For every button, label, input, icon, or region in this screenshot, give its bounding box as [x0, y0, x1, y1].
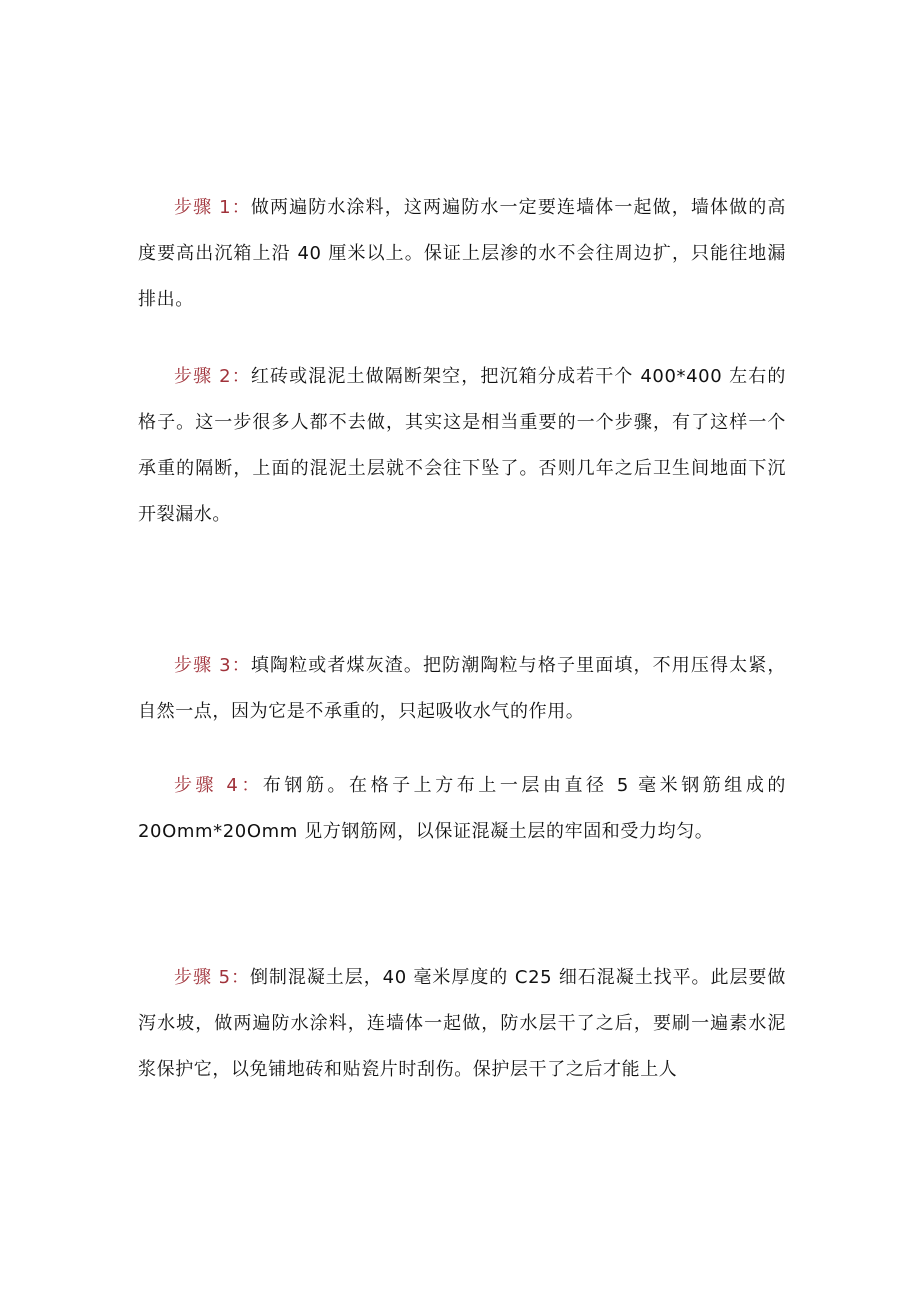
step-4-label: 步骤 4： — [174, 775, 263, 796]
step-2-text: 红砖或混泥土做隔断架空，把沉箱分成若干个 400*400 左右的格子。这一步很多人都不去做，其实这是相当重要的一个步骤，有了这样一个承重的隔断，上面的混泥土层就不会往下坠了。否则几年之后卫生间地面下沉开裂漏水。 — [138, 366, 786, 525]
step-4-paragraph — [138, 763, 786, 855]
step-1-label: 步骤 1： — [174, 197, 251, 218]
step-3-paragraph — [138, 643, 786, 735]
step-3-label: 步骤 3： — [174, 655, 251, 676]
step-1-text: 做两遍防水涂料，这两遍防水一定要连墙体一起做，墙体做的高度要高出沉箱上沿 40 厘米以上。保证上层渗的水不会往周边扩，只能往地漏排出。 — [138, 197, 786, 310]
step-1-paragraph — [138, 185, 786, 323]
step-5-label: 步骤 5： — [174, 967, 250, 988]
step-3-text: 填陶粒或者煤灰渣。把防潮陶粒与格子里面填，不用压得太紧，自然一点，因为它是不承重的，只起吸收水气的作用。 — [138, 655, 786, 722]
step-2-paragraph — [138, 354, 786, 538]
step-2-label: 步骤 2： — [174, 366, 251, 387]
step-4-text: 布钢筋。在格子上方布上一层由直径 5 毫米钢筋组成的 20Omm*20Omm 见方钢筋网，以保证混凝土层的牢固和受力均匀。 — [138, 775, 786, 842]
step-5-text: 倒制混凝土层，40 毫米厚度的 C25 细石混凝土找平。此层要做泻水坡，做两遍防水涂料，连墙体一起做，防水层干了之后，要刷一遍素水泥浆保护它，以免铺地砖和贴瓷片时刮伤。保护层干了之后才能上人 — [138, 967, 786, 1080]
step-5-paragraph — [138, 955, 786, 1093]
